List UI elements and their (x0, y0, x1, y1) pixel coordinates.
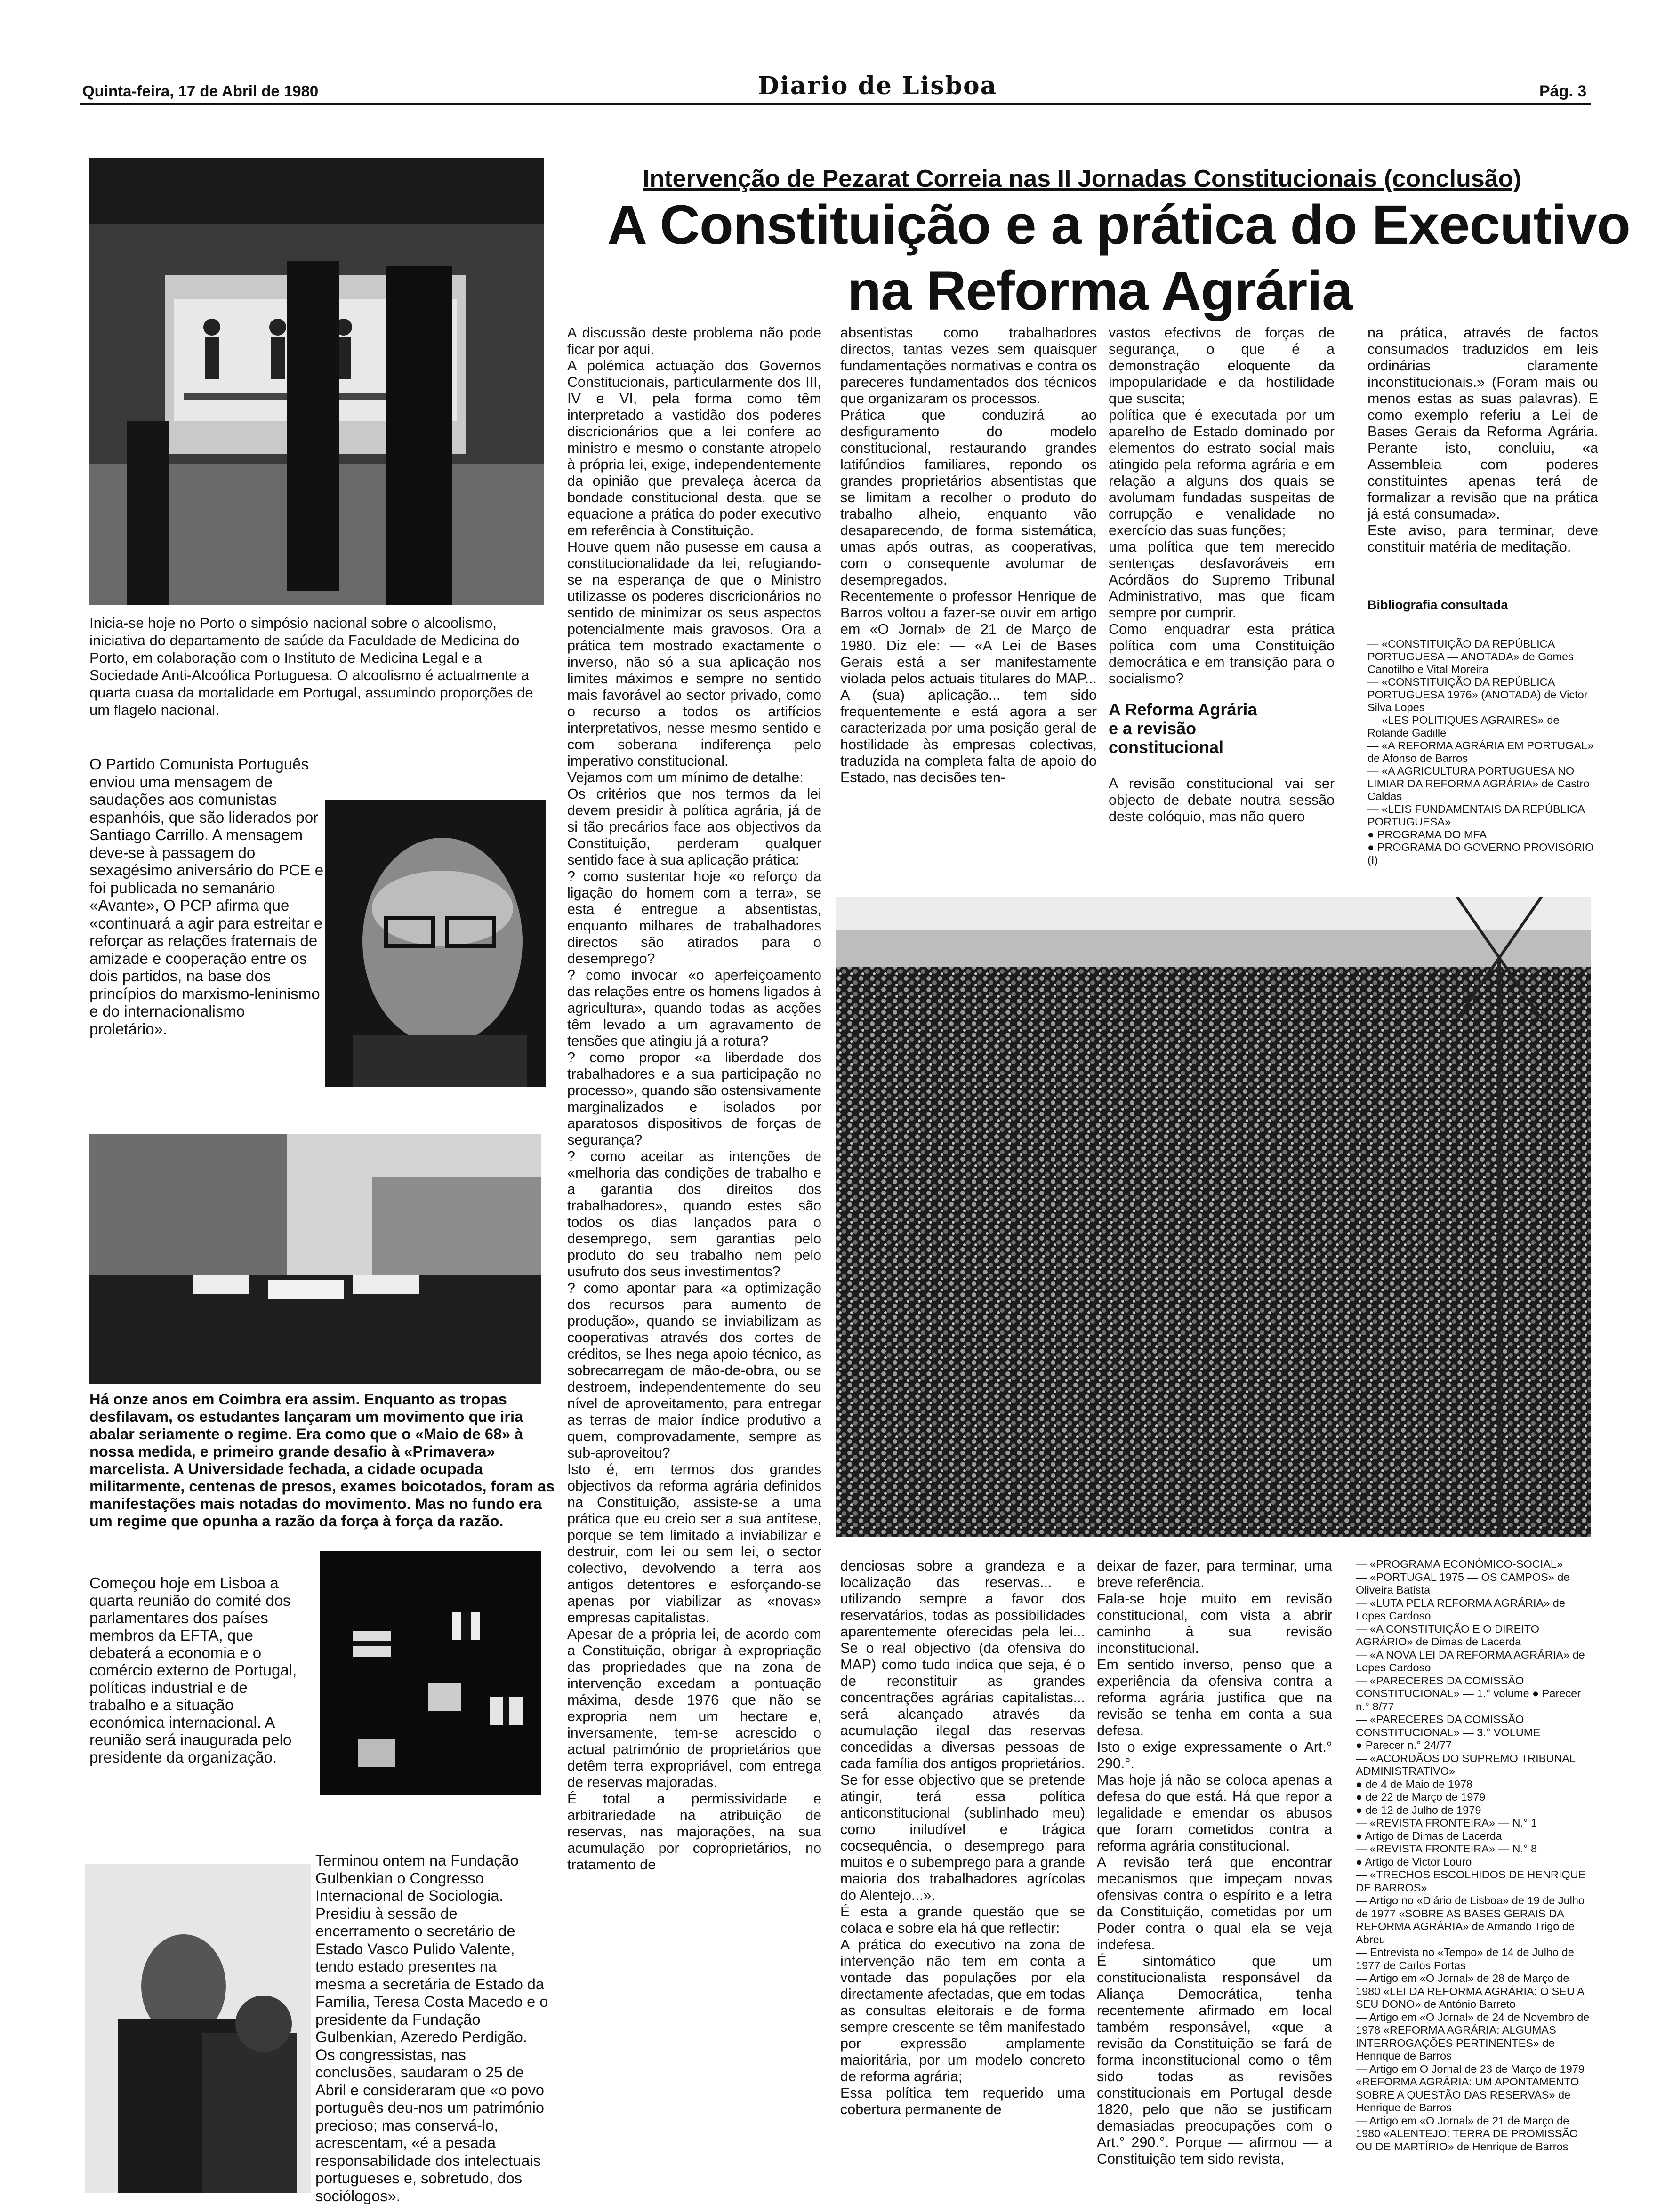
photo-reforma-agraria-crowd (836, 897, 1591, 1537)
column-1-text: A discussão deste problema não pode ficar por aqui. A polémica actuação dos Governos Constitucionais, particularmente dos III, IV e VI, pela forma como têm interpretado a vastidão dos poderes discricionários que a lei confere ao ministro e mesmo o constante atropelo à própria lei, exige, independentemente da opinião que prevaleça àcerca da bondade constitucional desta, que se equacione a prática do poder executivo em referência à Constituição. Houve quem não pusesse em causa a constitucionalidade da lei, refugiando-se na esperança de que o Ministro utilizasse os poderes discricionários no sentido de minimizar os seus aspectos potencialmente mais gravosos. Ora a prática tem mostrado exactamente o inverso, não só a sua aplicação nos limites máximos e sempre no sentido mais favorável ao sector privado, como o recurso a todos os artifícios interpretativos, nesse mesmo sentido e com soberana indiferença pelo imperativo constitucional. Vejamos com um mínimo de detalhe: Os critérios que nos termos da lei devem presidir à política agrária, já de si tão precários face aos objectivos da Constituição, perderam qualquer sentido face à sua aplicação prática: ? como sustentar hoje «o reforço da ligação do homem com a terra», se esta é entregue a absentistas, enquanto milhares de trabalhadores directos são atirados para o desemprego? ? como invocar «o aperfeiçoamento das relações entre os homens ligados à agricultura», quando todas as acções têm levado a um agravamento de tensões que atingiu já a rotura? ? como propor «a liberdade dos trabalhadores e a sua participação no processo», quando são ostensivamente marginalizados e isolados por aparatosos dispositivos de forças de segurança? ? como aceitar as intenções de «melhoria das condições de trabalho e a garantia dos direitos dos trabalhadores», quando estes são todos os dias lançados para o desemprego, sem garantias pelo produto do seu trabalho nem pelo usufruto dos seus investimentos? ? como apontar para «a optimização dos recursos para aumento de produção», quando se inviabilizam as cooperativas através dos cortes de créditos, se lhes nega apoio técnico, as sobrecarregam de mão-de-obra, ou se destroem, independentemente do seu nível de aproveitamento, para entregar as terras de maior índice produtivo a quem, comprovadamente, sempre as sub-aproveitou? Isto é, em termos dos grandes objectivos da reforma agrária definidos na Constituição, assiste-se a uma prática que eu creio ser a sua antítese, porque se tem limitado a inviabilizar e destruir, com lei ou sem lei, o sector colectivo, devolvendo a terra aos antigos detentores e esforçando-se apenas por viabilizar as «novas» empresas capitalistas. Apesar de a própria lei, de acordo com a Constituição, obrigar à expropriação das propriedades que na zona de intervenção excedam a pontuação máxima, desde 1976 que não se expropria nem um hectare e, inversamente, tem-se acrescido o actual património de proprietários que detêm terra expropriável, com entrega de reservas majoradas. É total a permissividade e arbitrariedade na atribuição de reservas, nas majorações, na sua acumulação por coproprietários, no tratamento de (567, 325, 821, 1873)
column-4-top-text: na prática, através de factos consumados traduzidos em leis ordinárias claramente inconstitucionais.» (Foram mais ou menos estas as suas palavras). E como exemplo referiu a Lei de Bases Gerais da Reforma Agrária. Perante isto, concluiu, «a Assembleia com poderes constituintes apenas terá de formalizar a revisão que na prática já está consumada». Este aviso, para terminar, deve constituir matéria de meditação. (1367, 325, 1598, 555)
portrait-image (325, 800, 546, 1087)
subhead-revisao: A Reforma Agrária e a revisão constitucional (1109, 700, 1257, 757)
article-kicker: Intervenção de Pezarat Correia nas II Jornadas Constitucionais (conclusão) (643, 165, 1521, 192)
sidebar-item-alcoholism: Inicia-se hoje no Porto o simpósio nacional sobre o alcoolismo, iniciativa do departamento de saúde da Faculdade de Medicina do Porto, em colaboração com o Instituto de Medicina Legal e a Sociedade Anti-Alcoólica Portuguesa. O alcoolismo é actualmente a quarta cuasa da mortalidade em Portugal, assumindo proporções de um flagelo nacional. (89, 615, 533, 718)
page-number: Pág. 3 (1539, 82, 1587, 100)
column-2-bottom-text: denciosas sobre a grandeza e a localização das reservas... e utilizando sempre a favor dos reservatários, todas as possibilidades aparentemente oferecidas pela lei... Se o real objectivo (da ofensiva do MAP) como tudo indica que seja, é o de reconstituir as grandes concentrações agrárias capitalistas... será alcançado através da acumulação ilegal das reservas concedidas a diversas pessoas de cada família dos antigos proprietários. Se for esse objectivo que se pretende atingir, terá essa política anticonstitucional (sublinhado meu) como iniludível e trágica cocsequência, o desemprego para muitos e o subemprego para a grande maioria dos trabalhadores agrícolas do Alentejo...». É esta a grande questão que se colaca e sobre ela há que reflectir: A prática do executivo na zona de intervenção não tem em conta a vontade das populações por ela directamente afectadas, que em todas as consultas eleitorais e de forma sempre crescente se têm manifestado por expressão amplamente maioritária, por um modelo concreto de reforma agrária; Essa política tem requerido uma cobertura permanente de (840, 1558, 1085, 2117)
biblio-list-top: — «CONSTITUIÇÃO DA REPÚBLICA PORTUGUESA — ANOTADA» de Gomes Canotilho e Vital Moreira — «CONSTITUIÇÃO DA REPÚBLICA PORTUGUESA 1976» (ANOTADA) de Victor Silva Lopes — «LES POLITIQUES AGRAIRES» de Rolande Gadille — «A REFORMA AGRÁRIA EM PORTUGAL» de Afonso de Barros — «A AGRICULTURA PORTUGUESA NO LIMIAR DA REFORMA AGRÁRIA» de Castro Caldas — «LEIS FUNDAMENTAIS DA REPÚBLICA PORTUGUESA» ● PROGRAMA DO MFA ● PROGRAMA DO GOVERNO PROVISÓRIO (I) (1367, 638, 1594, 866)
column-3-after-text: A revisão constitucional vai ser objecto de debate noutra sessão deste colóquio, mas não quero (1109, 776, 1335, 825)
biblio-list-bottom: — «PROGRAMA ECONÓMICO-SOCIAL» — «PORTUGAL 1975 — OS CAMPOS» de Oliveira Batista — «LUTA PELA REFORMA AGRÁRIA» de Lopes Cardoso — «A CONSTITUIÇÃO E O DIREITO AGRÁRIO» de Dimas de Lacerda — «A NOVA LEI DA REFORMA AGRÁRIA» de Lopes Cardoso — «PARECERES DA COMISSÃO CONSTITUCIONAL» — 1.° volume ● Parecer n.° 8/77 — «PARECERES DA COMISSÃO CONSTITUCIONAL» — 3.° VOLUME ● Parecer n.° 24/77 — «ACORDÃOS DO SUPREMO TRIBUNAL ADMINISTRATIVO» ● de 4 de Maio de 1978 ● de 22 de Março de 1979 ● de 12 de Julho de 1979 — «REVISTA FRONTEIRA» — N.° 1 ● Artigo de Dimas de Lacerda — «REVISTA FRONTEIRA» — N.° 8 ● Artigo de Victor Louro — «TRECHOS ESCOLHIDOS DE HENRIQUE DE BARROS» — Artigo no «Diário de Lisboa» de 19 de Julho de 1977 «SOBRE AS BASES GERAIS DA REFORMA AGRÁRIA» de Armando Trigo de Abreu — Entrevista no «Tempo» de 14 de Julho de 1977 de Carlos Portas — Artigo em «O Jornal» de 28 de Março de 1980 «LEI DA REFORMA AGRÁRIA: O SEU A SEU DONO» de António Barreto — Artigo em «O Jornal» de 24 de Novembro de 1978 «REFORMA AGRÁRIA: ALGUMAS INTERROGAÇÕES PERTINENTES» de Henrique de Barros — Artigo em O Jornal de 23 de Março de 1979 «REFORMA AGRÁRIA: UM APONTAMENTO SOBRE A QUESTÃO DAS RESERVAS» de Henrique de Barros — Artigo em «O Jornal» de 21 de Março de 1980 «ALENTEJO: TERRA DE PROMISSÃO OU DE MARTÍRIO» de Henrique de Barros (1356, 1558, 1590, 2153)
congress-image (85, 1864, 311, 2193)
article-column-3-top (1109, 325, 1335, 880)
article-column-2-top (840, 325, 1097, 880)
column-2-top-text: absentistas como trabalhadores directos, tantas vezes sem quaisquer fundamentações normativas e contra os pareceres fundamentados dos técnicos que organizaram os processos. Prática que conduzirá ao desfiguramento do modelo constitucional, restaurando grandes latifúndios familiares, repondo os grandes proprietários absentistas que se limitam a recolher o produto do trabalho alheio, enquanto vão desaparecendo, de forma sistemática, umas após outras, as cooperativas, com o consequente avolumar de desempregados. Recentemente o professor Henrique de Barros voltou a fazer-se ouvir em artigo em «O Jornal» de 21 de Março de 1980. Diz ele: — «A Lei de Bases Gerais está a ser manifestamente violada pelos actuais titulares do MAP... A (sua) aplicação... tem sido frequentemente e está agora a ser caracterizada por uma posição geral de hostilidade às empresas colectivas, traduzida na completa falta de apoio do Estado, nas decisões ten- (840, 325, 1097, 785)
article-column-2-bottom (840, 1558, 1085, 2193)
column-3-top-text: vastos efectivos de forças de segurança, o que é a demonstração eloquente da impopularidade e da hostilidade que suscita; política que é executada por um aparelho de Estado dominado por elementos do estrato social mais atingido pela reforma agrária e em relação a alguns dos quais se avolumam fundadas suspeitas de corrupção e venalidade no exercício das suas funções; uma política que tem merecido sentenças desfavoráveis em Acórdãos do Supremo Tribunal Administrativo, mas que ficam sempre por cumprir. Como enquadrar esta prática política com uma Constituição democrática e em transição para o socialismo? (1109, 325, 1335, 687)
masthead: Diario de Lisboa (758, 72, 997, 100)
sidebar-item-coimbra: Há onze anos em Coimbra era assim. Enquanto as tropas desfilavam, os estudantes lançaram um movimento que iria abalar seriamente o regime. Era como que o «Maio de 68» à nossa medida, e primeiro grande desafio à «Primavera» marcelista. A Universidade fechada, a cidade ocupada militarmente, centenas de presos, exames boicotados, foram as manifestações mais notadas do movimento. Mas no fundo era um regime que opunha a razão da força à força da razão. (89, 1391, 555, 1530)
article-column-1 (567, 325, 821, 2184)
photo-coimbra-1969 (89, 1134, 541, 1384)
article-title-line2: na Reforma Agrária (847, 260, 1352, 322)
photo-alcoholism-poster (89, 158, 544, 605)
article-title-line1: A Constituição e a prática do Executivo (607, 194, 1630, 256)
sidebar-item-pcp: O Partido Comunista Português enviou uma mensagem de saudações aos comunistas espanhóis, que são liderados por Santiago Carrillo. A mensagem deve-se à passagem do sexagésimo aniversário do PCE e foi publicada no semanário «Avante», O PCP afirma que «continuará a agir para estreitar e reforçar as relações fraternais de amizade e cooperação entre os dois partidos, na base dos princípios do marxismo-leninismo e do internacionalismo proletário». (89, 755, 324, 1038)
crowd-image (836, 897, 1591, 1537)
issue-date: Quinta-feira, 17 de Abril de 1980 (82, 82, 319, 100)
photo-efta-flags (320, 1551, 541, 1795)
photo-portrait-carrillo (325, 800, 546, 1087)
efta-flags-image (320, 1551, 541, 1795)
biblio-title: Bibliografia consultada (1367, 598, 1508, 612)
sidebar-item-efta: Começou hoje em Lisboa a quarta reunião do comité dos parlamentares dos países membros da EFTA, que debaterá a economia e o comércio externo de Portugal, políticas industrial e de trabalho e a situação económica internacional. A reunião será inaugurada pelo presidente da organização. (89, 1574, 297, 1766)
photo-sociology-congress (85, 1864, 311, 2193)
coimbra-image (89, 1134, 541, 1384)
article-column-3-bottom (1097, 1558, 1332, 2193)
article-column-4-top (1367, 325, 1598, 612)
poster-image (89, 158, 544, 605)
sidebar-item-gulbenkian: Terminou ontem na Fundação Gulbenkian o Congresso Internacional de Sociologia. Presidiu à sessão de encerramento o secretário de Estado Vasco Pulido Valente, tendo estado presentes na mesma a secretária de Estado da Família, Teresa Costa Macedo e o presidente da Fundação Gulbenkian, Azeredo Perdigão. Os congressistas, nas conclusões, saudaram o 25 de Abril e consideraram que «o povo português deu-nos um património precioso; mas conservá-lo, acrescentam, «é a pesada responsabilidade dos intelectuais portugueses e, sobretudo, dos sociólogos». (315, 1852, 548, 2204)
column-3-bottom-text: deixar de fazer, para terminar, uma breve referência. Fala-se hoje muito em revisão constitucional, com vista a abrir caminho à sua revisão inconstitucional. Em sentido inverso, penso que a experiência da ofensiva contra a reforma agrária justifica que na revisão se tenha em conta a sua defesa. Isto o exige expressamente o Art.° 290.°. Mas hoje já não se coloca apenas a defesa do que está. Há que repor a legalidade e emendar os abusos que foram cometidos contra a reforma agrária constitucional. A revisão terá que encontrar mecanismos que impeçam novas ofensivas contra o espírito e a letra da Constituição, cometidas por um Poder contra o qual ela se veja indefesa. É sintomático que um constitucionalista responsável da Aliança Democrática, tenha recentemente afirmado em local também responsável, «que a revisão da Constituição se fará de forma inconstitucional como o têm sido todas as revisões constitucionais em Portugal desde 1820, pelo que não se justificam demasiadas preocupações com o Art.° 290.°. Porque — afirmou — a Constituição tem sido revista, (1097, 1558, 1332, 2167)
header-rule (80, 103, 1591, 105)
